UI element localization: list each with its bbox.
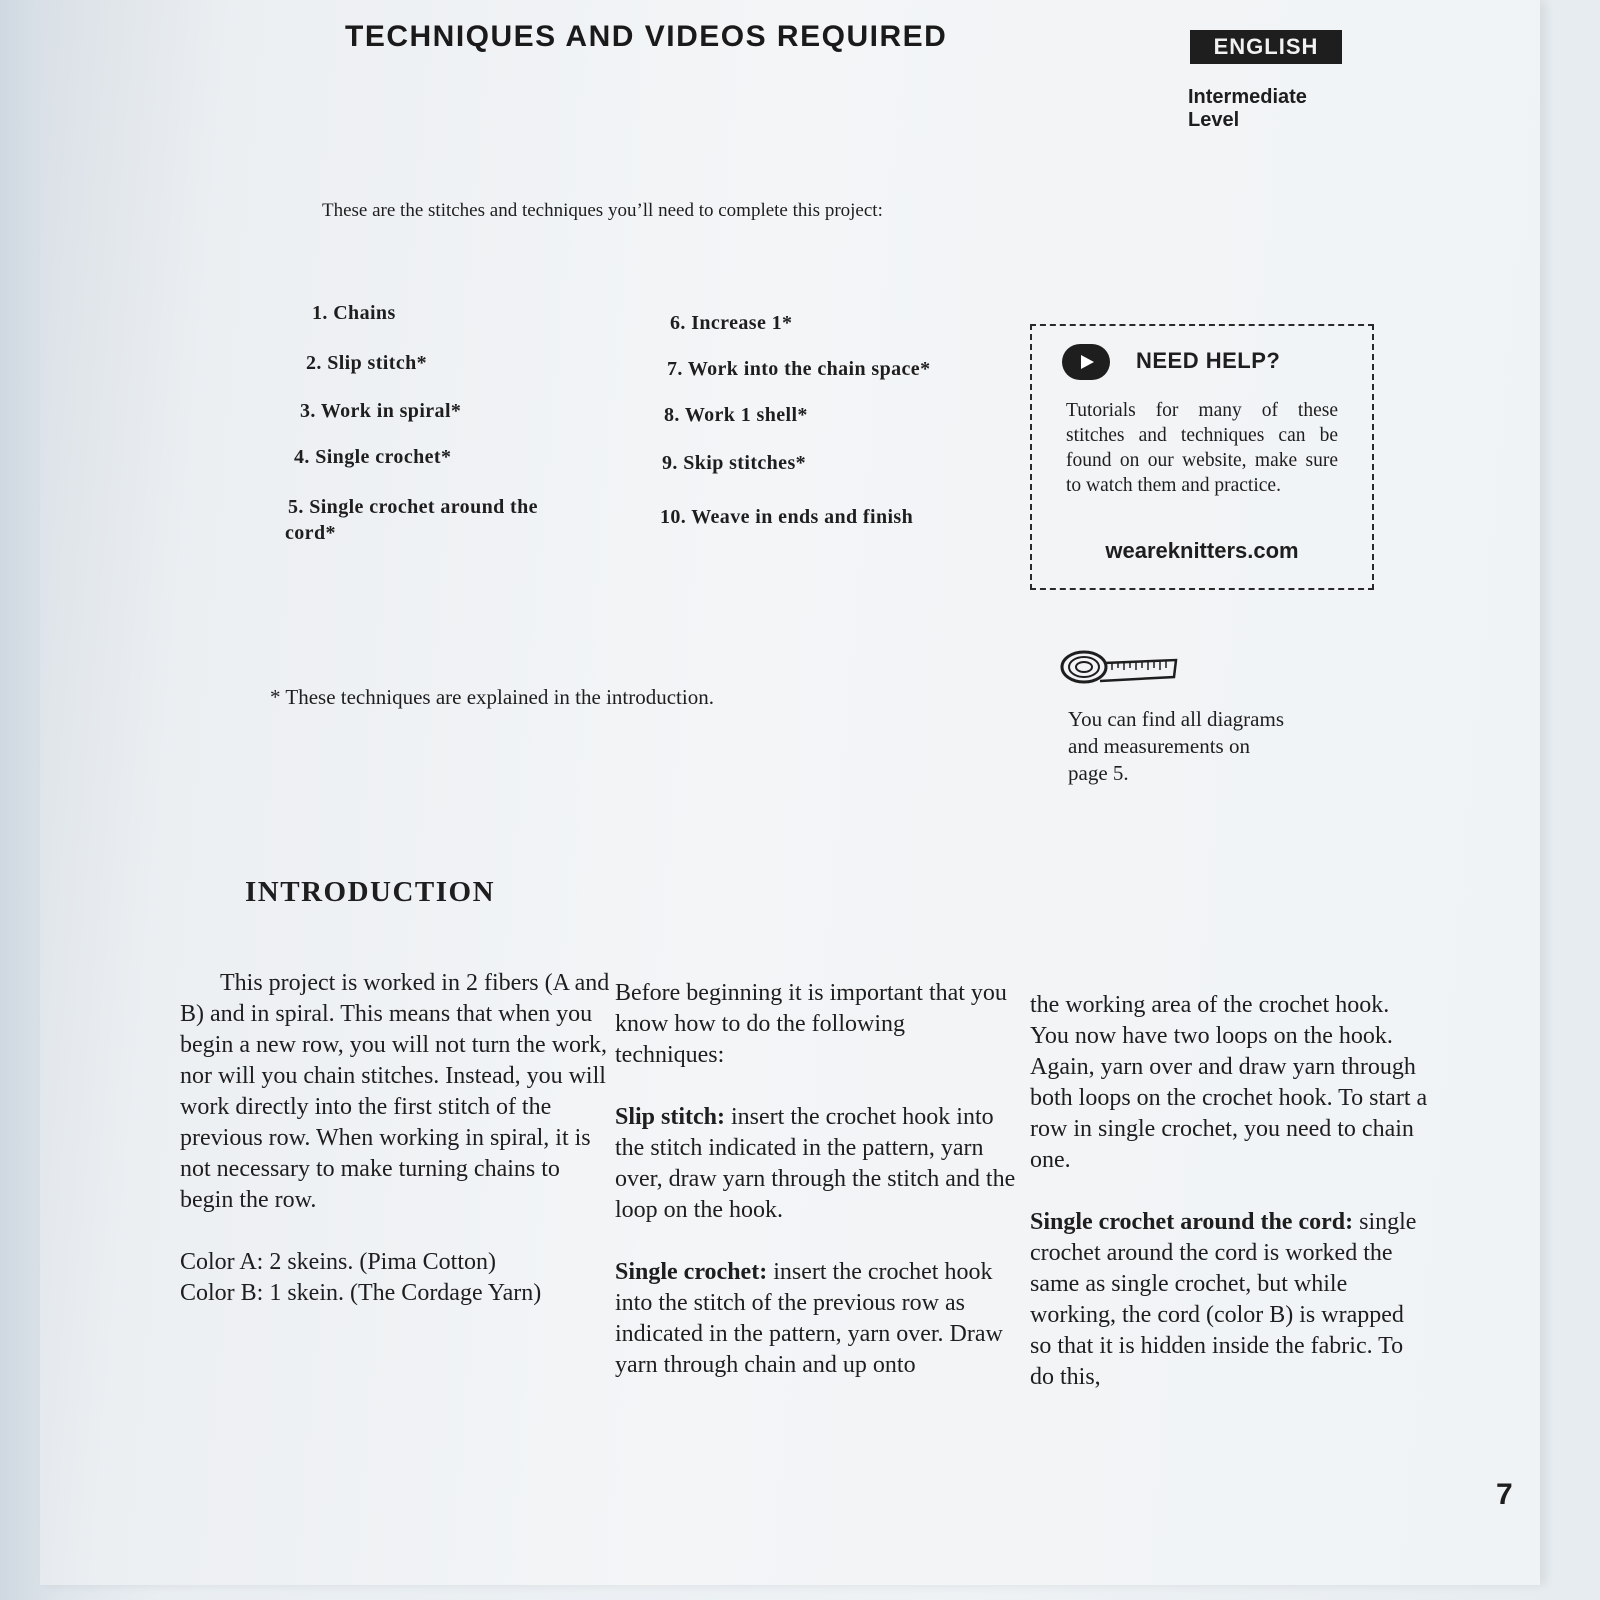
technique-item: 8. Work 1 shell* bbox=[664, 404, 808, 426]
technique-item: 6. Increase 1* bbox=[670, 312, 793, 334]
introduction-heading: INTRODUCTION bbox=[245, 876, 496, 908]
help-text: Tutorials for many of these stitches and techniques can be found on our website, make sure to watch them and practice. bbox=[1066, 400, 1338, 496]
single-crochet-paragraph bbox=[615, 1257, 1020, 1381]
technique-item: 4. Single crochet* bbox=[294, 446, 452, 468]
introduction-column-1 bbox=[180, 968, 610, 1309]
technique-item: 1. Chains bbox=[312, 302, 396, 324]
technique-item: 3. Work in spiral* bbox=[300, 400, 462, 422]
color-a-line: Color A: 2 skeins. (Pima Cotton) bbox=[180, 1249, 497, 1275]
language-badge: ENGLISH bbox=[1190, 30, 1342, 64]
diagram-note-line: and measurements on bbox=[1068, 734, 1250, 758]
continuation-paragraph: the working area of the crochet hook. You now have two loops on the hook. Again, yarn over and draw yarn through both loops on the crochet hook. To start a row in single crochet, you need to chain one. bbox=[1030, 992, 1428, 1173]
introduction-column-2 bbox=[615, 978, 1020, 1412]
play-icon bbox=[1062, 344, 1110, 380]
diagram-note bbox=[1068, 706, 1368, 787]
diagram-note-line: page 5. bbox=[1068, 761, 1129, 785]
help-box bbox=[1030, 324, 1374, 590]
single-crochet-text: insert the crochet hook into the stitch of the previous row as indicated in the pattern, yarn over. Draw yarn through chain and up onto bbox=[615, 1259, 1003, 1378]
techniques-intro: These are the stitches and techniques you’ll need to complete this project: bbox=[322, 200, 883, 221]
color-b-line: Color B: 1 skein. (The Cordage Yarn) bbox=[180, 1280, 542, 1306]
techniques-paragraph: Before beginning it is important that you know how to do the following techniques: bbox=[615, 980, 1007, 1068]
intro-paragraph: This project is worked in 2 fibers (A and B) and in spiral. This means that when you begin a new row, you will not turn the work, nor will you chain stitches. Instead, you will work directly into the first stitch of the previous row. When working in spiral, it is not necessary to make turning chains to begin the row. bbox=[180, 970, 610, 1213]
help-title: NEED HELP? bbox=[1136, 348, 1281, 373]
slip-stitch-text: insert the crochet hook into the stitch indicated in the pattern, yarn over, draw yarn through the stitch and the loop on the hook. bbox=[615, 1104, 1016, 1223]
single-crochet-label: Single crochet: bbox=[615, 1259, 768, 1285]
technique-item-continued: cord* bbox=[285, 522, 336, 544]
booklet-page bbox=[40, 0, 1540, 1585]
technique-item: 10. Weave in ends and finish bbox=[660, 506, 914, 528]
sc-cord-text: single crochet around the cord is worked the same as single crochet, but while working, the cord (color B) is wrapped so that it is hidden inside the fabric. To do this, bbox=[1030, 1209, 1417, 1390]
technique-item: 2. Slip stitch* bbox=[306, 352, 428, 374]
slip-stitch-label: Slip stitch: bbox=[615, 1104, 726, 1130]
slip-stitch-paragraph bbox=[615, 1102, 1020, 1226]
website-url: weareknitters.com bbox=[1105, 538, 1299, 563]
technique-item: 5. Single crochet around the bbox=[288, 496, 538, 518]
level-line-2: Level bbox=[1188, 109, 1240, 131]
technique-item: 9. Skip stitches* bbox=[662, 452, 807, 474]
diagram-note-line: You can find all diagrams bbox=[1068, 707, 1284, 731]
measuring-tape-icon bbox=[1060, 645, 1180, 689]
introduction-column-3 bbox=[1030, 990, 1430, 1424]
sc-cord-paragraph bbox=[1030, 1207, 1430, 1393]
level-line-1: Intermediate bbox=[1188, 86, 1307, 108]
sc-cord-label: Single crochet around the cord: bbox=[1030, 1209, 1354, 1235]
page-number: 7 bbox=[1496, 1478, 1513, 1511]
page-title: TECHNIQUES AND VIDEOS REQUIRED bbox=[345, 20, 948, 53]
difficulty-level bbox=[1188, 86, 1368, 132]
technique-item: 7. Work into the chain space* bbox=[667, 358, 931, 380]
footnote: * These techniques are explained in the introduction. bbox=[270, 685, 714, 709]
